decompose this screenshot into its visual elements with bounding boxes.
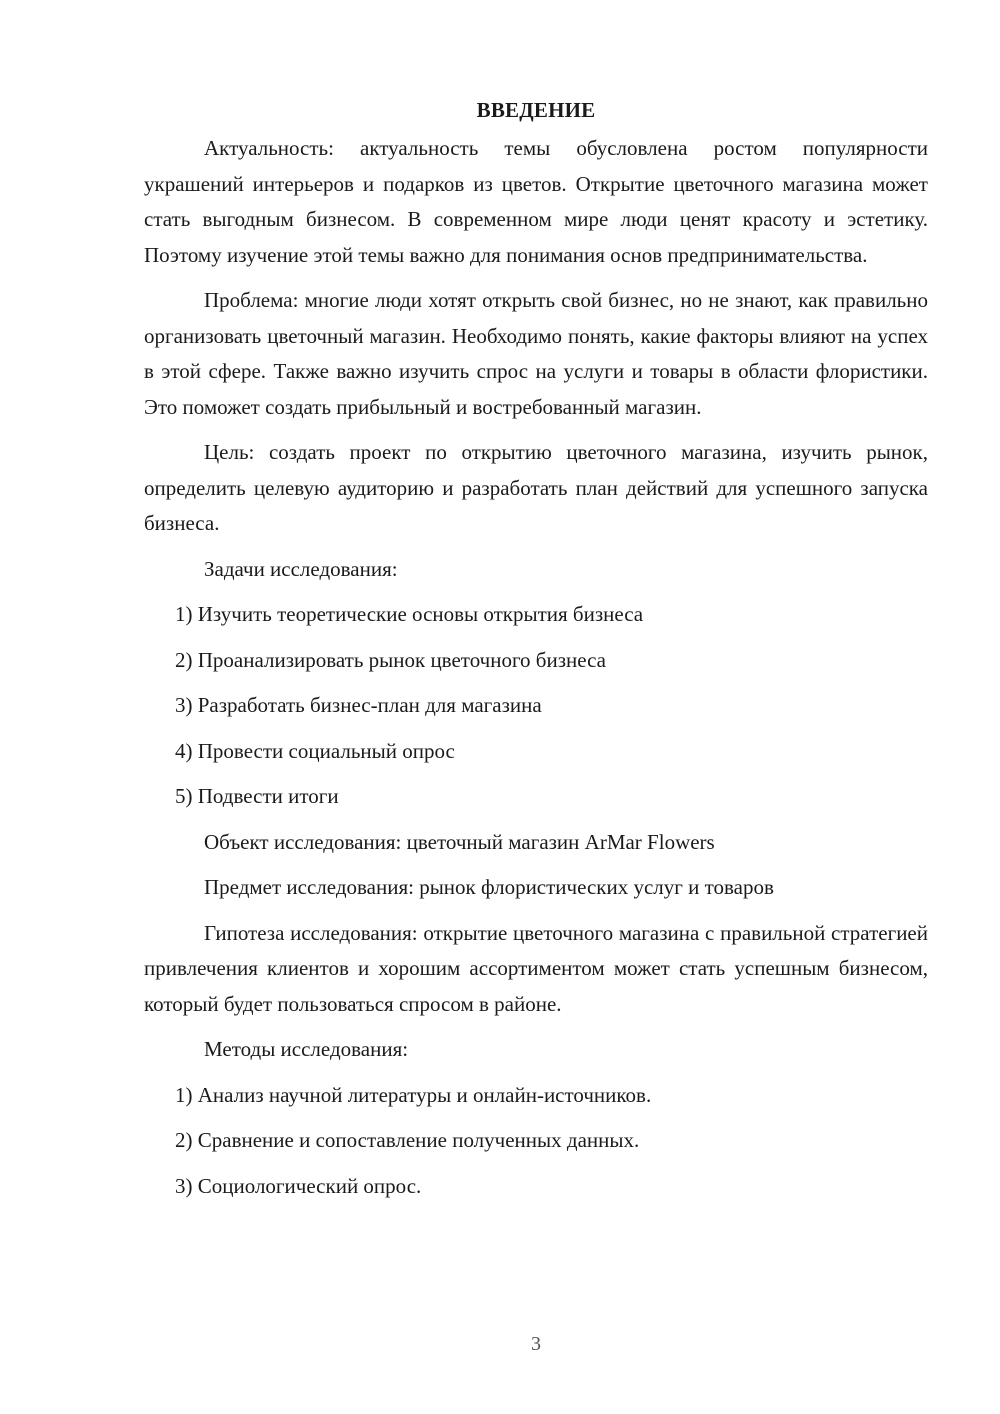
section-title: ВВЕДЕНИЕ <box>476 98 596 122</box>
goal-paragraph: Цель: создать проект по открытию цветочного магазина, изучить рынок, определить целевую аудиторию и разработать план действий для успешного запуска бизнеса. <box>144 440 928 535</box>
problem-paragraph: Проблема: многие люди хотят открыть свой бизнес, но не знают, как правильно организовать цветочный магазин. Необходимо понять, какие факторы влияют на успех в этой сфере. Также важно изучить спрос на услуги и товары в области флористики. Это поможет создать прибыльный и востребованный магазин. <box>144 288 928 419</box>
task-item-2: 2) Проанализировать рынок цветочного бизнеса <box>175 647 606 672</box>
research-object: Объект исследования: цветочный магазин ArMar Flowers <box>204 829 715 854</box>
task-item-3: 3) Разработать бизнес-план для магазина <box>175 693 542 717</box>
method-item-3: 3) Социологический опрос. <box>175 1173 422 1198</box>
hypothesis-paragraph: Гипотеза исследования: открытие цветочного магазина с правильной стратегией привлечения клиентов и хорошим ассортиментом может стать успешным бизнесом, который будет пользоваться спросом в районе. <box>144 920 928 1016</box>
document-page <box>144 92 928 1214</box>
page-number: 3 <box>531 1333 541 1355</box>
research-subject: Предмет исследования: рынок флористических услуг и товаров <box>204 875 774 899</box>
task-item-1: 1) Изучить теоретические основы открытия бизнеса <box>175 602 644 626</box>
task-item-4: 4) Провести социальный опрос <box>175 738 455 763</box>
methods-heading: Методы исследования: <box>204 1037 409 1061</box>
tasks-heading: Задачи исследования: <box>204 556 398 581</box>
relevance-paragraph: Актуальность: актуальность темы обусловлена ростом популярности украшений интерьеров и подарков из цветов. Открытие цветочного магазина может стать выгодным бизнесом. В современном мире люди ценят красоту и эстетику. Поэтому изучение этой темы важно для понимания основ предпринимательства. <box>144 136 928 267</box>
method-item-2: 2) Сравнение и сопоставление полученных данных. <box>175 1128 640 1152</box>
task-item-5: 5) Подвести итоги <box>175 784 339 808</box>
method-item-1: 1) Анализ научной литературы и онлайн-источников. <box>175 1082 652 1107</box>
